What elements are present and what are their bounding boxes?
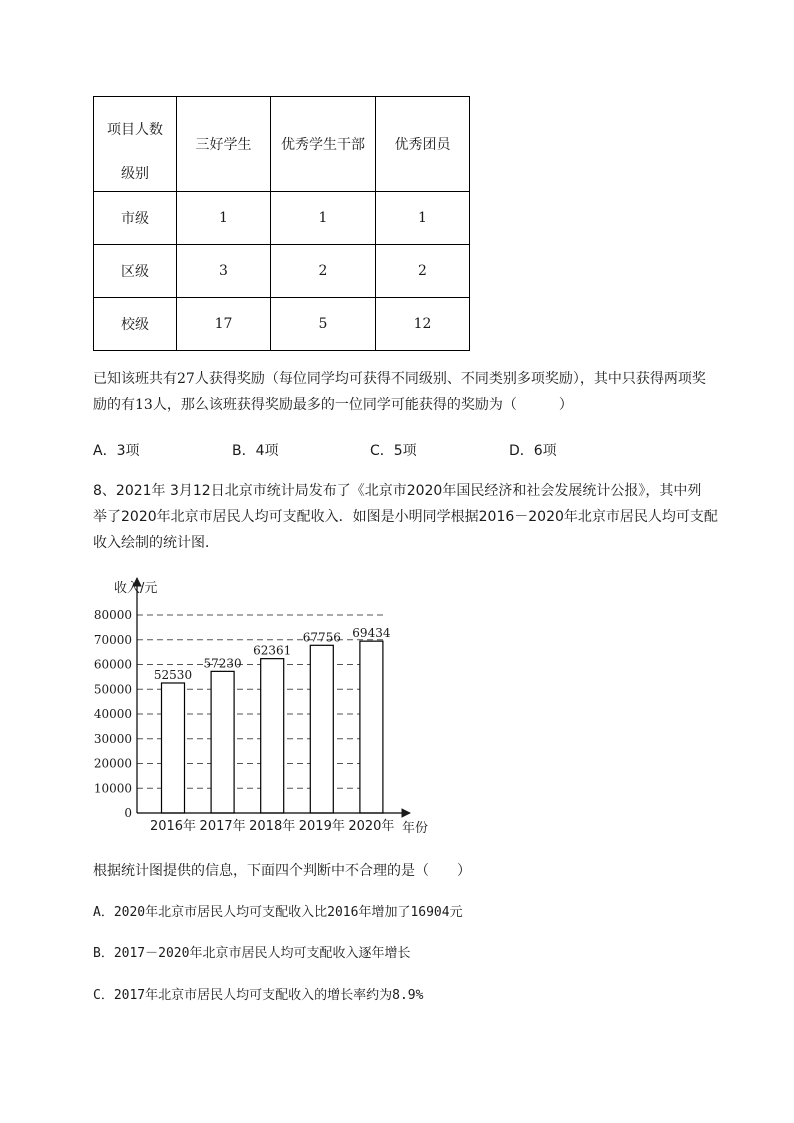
table-header-corner <box>94 97 177 192</box>
column-header: 优秀团员 <box>376 97 470 192</box>
bar <box>211 671 234 813</box>
header-line-2: 级别 <box>121 166 149 182</box>
q8-text-line-3: 收入绘制的统计图． <box>93 535 219 551</box>
q8-text-line-1: 8、2021年 3月12日北京市统计局发布了《北京市2020年国民经济和社会发展统计公报》，其中列 <box>93 483 702 499</box>
column-header: 三好学生 <box>177 97 271 192</box>
bar <box>310 645 333 813</box>
y-tick-label: 60000 <box>93 657 132 672</box>
y-tick-label: 30000 <box>93 731 132 746</box>
table-row <box>94 245 470 298</box>
y-tick-label: 20000 <box>93 756 132 771</box>
y-axis-title: 收入/元 <box>114 581 158 596</box>
y-tick-label: 0 <box>124 806 132 820</box>
y-tick-label: 50000 <box>93 682 132 697</box>
table-cell: 12 <box>376 298 470 351</box>
table-cell: 5 <box>271 298 376 351</box>
data-label: 57230 <box>203 656 242 671</box>
bars <box>162 641 383 813</box>
x-tick-label: 2016年 <box>149 819 197 834</box>
q8-option-b: B．2017－2020年北京市居民人均可支配收入逐年增长 <box>93 946 411 961</box>
x-tick-label: 2018年 <box>249 819 296 834</box>
q7-option-a: A．3项 <box>93 443 140 459</box>
q7-text-line-2: 励的有13人，那么该班获得奖励最多的一位同学可能获得的奖励为（ ） <box>93 397 573 413</box>
q7-option-b: B．4项 <box>232 443 279 459</box>
q8-option-a: A．2020年北京市居民人均可支配收入比2016年增加了16904元 <box>93 905 463 920</box>
q8-option-c: C．2017年北京市居民人均可支配收入的增长率约为8.9% <box>93 988 424 1003</box>
x-tick-label: 2019年 <box>298 819 345 834</box>
table-cell: 2 <box>376 245 470 298</box>
q8-question: 根据统计图提供的信息，下面四个判断中不合理的是（ ） <box>93 863 471 879</box>
bar <box>261 659 284 813</box>
table-cell: 1 <box>177 192 271 245</box>
table-cell: 17 <box>177 298 271 351</box>
row-label: 市级 <box>94 192 177 245</box>
data-label: 52530 <box>153 667 193 682</box>
row-label: 校级 <box>94 298 177 351</box>
y-tick-label: 80000 <box>93 608 132 622</box>
table-row <box>94 192 470 245</box>
data-label: 69434 <box>352 626 391 641</box>
y-tick-label: 40000 <box>93 707 132 721</box>
bar <box>162 683 185 813</box>
data-label: 62361 <box>253 643 292 658</box>
row-label: 区级 <box>94 245 177 298</box>
income-bar-chart <box>88 572 448 840</box>
data-label: 67756 <box>302 630 341 645</box>
table-cell: 1 <box>271 192 376 245</box>
header-line-1: 项目人数 <box>107 122 163 138</box>
q7-option-c: C．5项 <box>370 443 417 459</box>
table-cell: 3 <box>177 245 271 298</box>
y-tick-label: 70000 <box>93 632 132 647</box>
x-axis-title: 年份 <box>402 821 429 836</box>
table-cell: 2 <box>271 245 376 298</box>
q7-option-d: D．6项 <box>509 443 557 459</box>
x-tick-label: 2020年 <box>348 819 395 834</box>
x-tick-label: 2017年 <box>199 819 246 834</box>
q8-text-line-2: 举了2020年北京市居民人均可支配收入．如图是小明同学根据2016－2020年北京市居民人均可支配 <box>93 509 718 525</box>
table-row <box>94 298 470 351</box>
y-tick-label: 10000 <box>93 781 132 796</box>
bar <box>360 641 383 813</box>
awards-table <box>93 96 470 351</box>
column-header: 优秀学生干部 <box>271 97 376 192</box>
q7-text-line-1: 已知该班共有27人获得奖励（每位同学均可获得不同级别、不同类别多项奖励），其中只获得两项奖 <box>93 371 706 387</box>
table-cell: 1 <box>376 192 470 245</box>
